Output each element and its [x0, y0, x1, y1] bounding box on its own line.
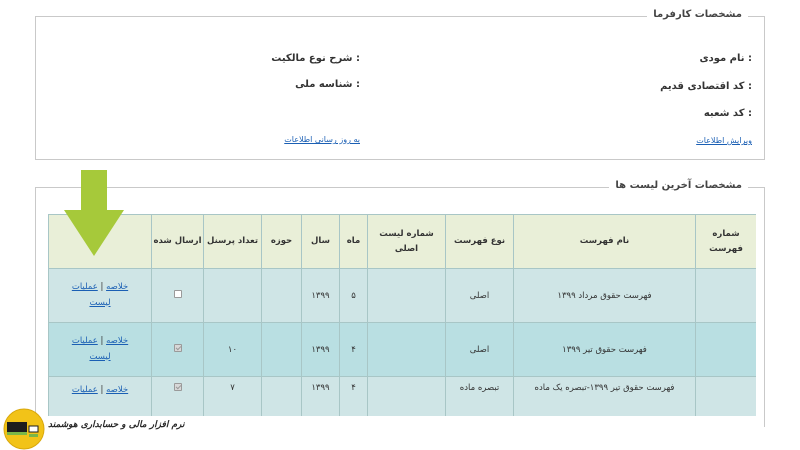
summary-link[interactable]: خلاصه: [106, 385, 129, 395]
summary-link[interactable]: خلاصه: [106, 282, 129, 293]
col-list-type: نوع فهرست: [446, 215, 514, 269]
lists-fieldset: [35, 180, 765, 427]
branch-code-label: کد شعبه :: [703, 108, 752, 119]
table-row: [49, 323, 757, 377]
cell-list-type: تبصره ماده: [446, 377, 514, 417]
cell-main-list-number: [368, 323, 446, 377]
cell-month: ۴: [340, 323, 368, 377]
cell-list-type: اصلی: [446, 323, 514, 377]
summary-link[interactable]: خلاصه: [106, 336, 129, 347]
cell-sent: [152, 377, 204, 417]
col-year: سال: [302, 215, 340, 269]
cell-month: ۴: [340, 377, 368, 417]
sent-checkbox[interactable]: [174, 344, 182, 352]
col-zone: حوزه: [262, 215, 302, 269]
cell-list-number: [696, 377, 757, 417]
actions-link[interactable]: عملیات: [71, 385, 98, 395]
col-month: ماه: [340, 215, 368, 269]
sent-checkbox[interactable]: [174, 383, 182, 391]
cell-sent: [152, 323, 204, 377]
col-staff-count: تعداد پرسنل: [204, 215, 262, 269]
cell-year: ۱۳۹۹: [302, 323, 340, 377]
lists-table-wrapper: [48, 214, 756, 416]
cell-zone: [262, 323, 302, 377]
col-sent: ارسال شده: [152, 215, 204, 269]
cell-year: ۱۳۹۹: [302, 269, 340, 323]
cell-operations: خلاصه | عملیات لیست: [49, 323, 152, 377]
cell-list-number: [696, 323, 757, 377]
col-list-name: نام فهرست: [514, 215, 696, 269]
col-list-number: شماره فهرست: [696, 215, 757, 269]
old-economic-code-label: کد اقتصادی قدیم :: [660, 81, 752, 92]
brand-logo-icon: [3, 408, 45, 450]
actions-link[interactable]: عملیات: [71, 282, 98, 293]
brand-text: نرم افزار مالی و حسابداری هوشمند: [48, 420, 185, 430]
cell-sent: [152, 269, 204, 323]
col-main-list-number: شماره لیست اصلی: [368, 215, 446, 269]
name-label: نام مودی :: [699, 53, 752, 64]
cell-operations: خلاصه | عملیات: [49, 377, 152, 417]
table-row: [49, 377, 757, 417]
cell-list-type: اصلی: [446, 269, 514, 323]
cell-zone: [262, 269, 302, 323]
actions-link[interactable]: عملیات: [71, 336, 98, 347]
cell-list-name: فهرست حقوق مرداد ۱۳۹۹: [514, 269, 696, 323]
ownership-label: شرح نوع مالکیت :: [271, 53, 360, 64]
down-arrow-icon: [64, 170, 124, 256]
national-id-label: شناسه ملی :: [295, 79, 360, 90]
edit-info-link[interactable]: ویرایش اطلاعات: [696, 136, 752, 145]
cell-list-name: فهرست حقوق تیر ۱۳۹۹-تبصره یک ماده: [514, 377, 696, 417]
cell-staff-count: [204, 269, 262, 323]
list-link[interactable]: لیست: [89, 297, 111, 308]
table-header-row: [49, 215, 757, 269]
employer-legend: مشخصات کارفرما: [647, 9, 748, 20]
employer-fieldset: [35, 9, 765, 160]
list-link[interactable]: لیست: [89, 351, 111, 362]
cell-year: ۱۳۹۹: [302, 377, 340, 417]
cell-operations: خلاصه | عملیات لیست: [49, 269, 152, 323]
lists-legend: مشخصات آخرین لیست ها: [609, 180, 748, 191]
cell-list-name: فهرست حقوق تیر ۱۳۹۹: [514, 323, 696, 377]
table-row: [49, 269, 757, 323]
cell-staff-count: ۷: [204, 377, 262, 417]
cell-zone: [262, 377, 302, 417]
cell-month: ۵: [340, 269, 368, 323]
cell-list-number: [696, 269, 757, 323]
cell-main-list-number: [368, 269, 446, 323]
cell-staff-count: ۱۰: [204, 323, 262, 377]
sent-checkbox[interactable]: [174, 290, 182, 298]
lists-table: [48, 214, 756, 416]
update-info-link[interactable]: به روز رسانی اطلاعات: [284, 135, 360, 144]
cell-main-list-number: [368, 377, 446, 417]
